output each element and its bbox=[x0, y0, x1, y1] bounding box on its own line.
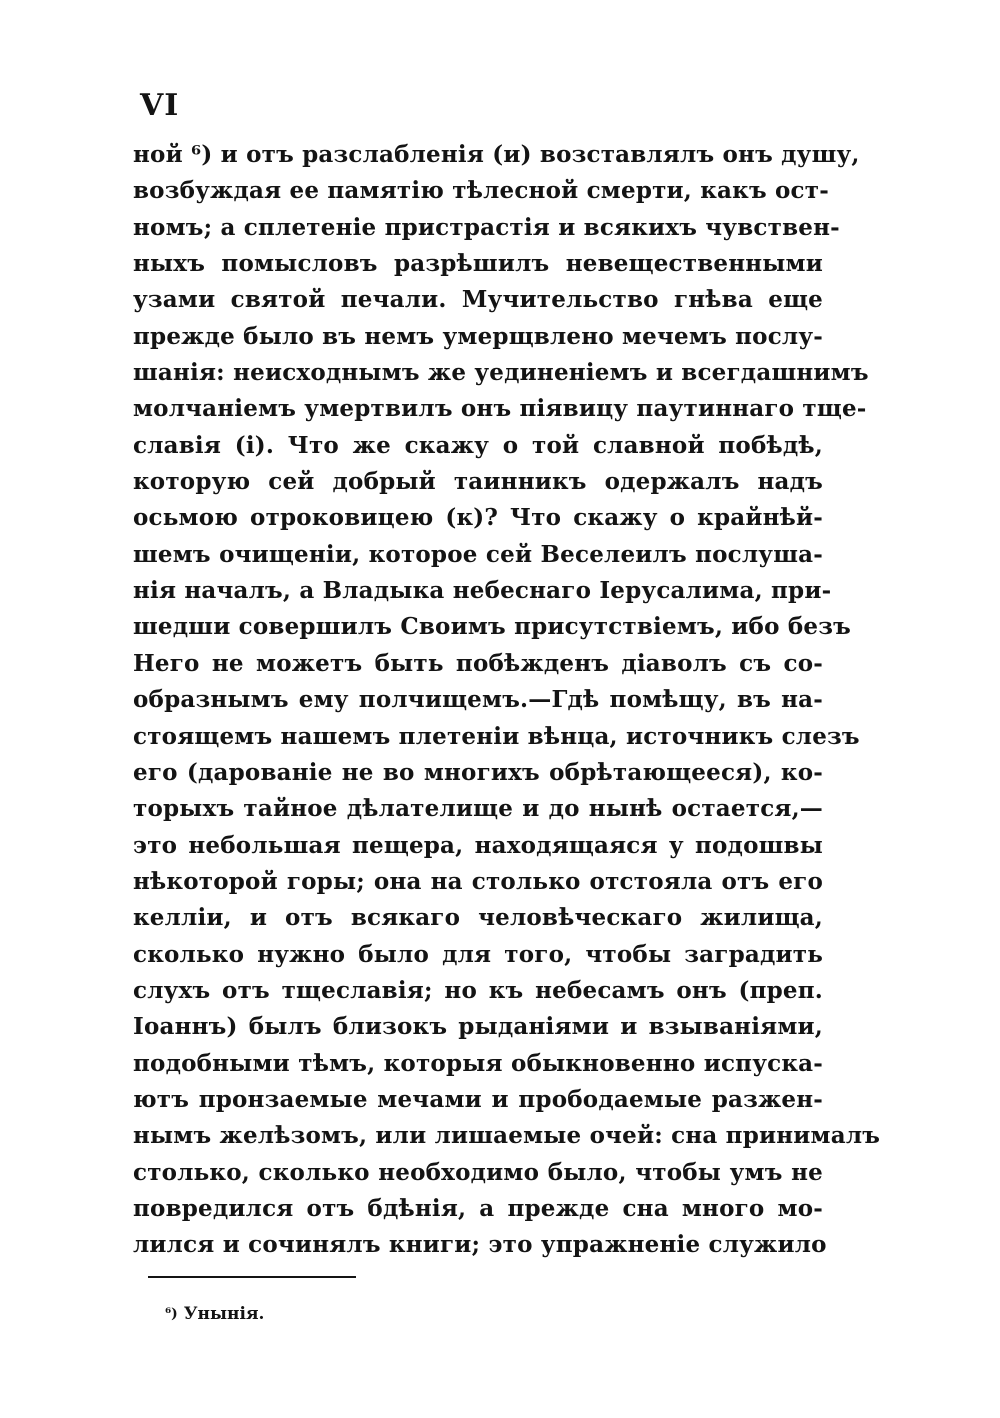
text-line: сколько нужно было для того, чтобы заградить bbox=[133, 940, 823, 968]
text-line: повредился отъ бдѣнія, а прежде сна много мо- bbox=[133, 1194, 823, 1222]
text-line: ныхъ помысловъ разрѣшилъ невещественными bbox=[133, 250, 823, 278]
page-number: VI bbox=[140, 88, 180, 123]
text-line: которую сей добрый таинникъ одержалъ надъ bbox=[133, 468, 823, 496]
text-line: лился и сочинялъ книги; это упражненіе служило bbox=[133, 1231, 827, 1259]
footnote-text: Унынія. bbox=[183, 1304, 265, 1324]
text-line: келліи, и отъ всякаго человѣческаго жилища, bbox=[133, 904, 823, 932]
text-line: ютъ пронзаемые мечами и прободаемые разжен- bbox=[133, 1085, 823, 1113]
text-line: шемъ очищеніи, которое сей Веселеилъ послуша- bbox=[133, 540, 823, 568]
text-line: прежде было въ немъ умерщвлено мечемъ послу- bbox=[133, 322, 823, 350]
text-line: шанія: неисходнымъ же уединеніемъ и всегдашнимъ bbox=[133, 359, 869, 387]
text-line: шедши совершилъ Своимъ присутствіемъ, ибо безъ bbox=[133, 613, 851, 641]
text-line: нія началъ, а Владыка небеснаго Іерусалима, при- bbox=[133, 577, 832, 605]
text-line: возбуждая ее памятію тѣлесной смерти, какъ ост- bbox=[133, 177, 829, 205]
text-line: его (дарованіе не во многихъ обрѣтающееся), ко- bbox=[133, 758, 823, 786]
text-line: молчаніемъ умертвилъ онъ піявицу паутиннаго тще- bbox=[133, 395, 867, 423]
text-line: стоящемъ нашемъ плетеніи вѣнца, источникъ слезъ bbox=[133, 722, 860, 750]
text-line: это небольшая пещера, находящаяся у подошвы bbox=[133, 831, 823, 859]
text-line: ной ⁶) и отъ разслабленія (и) возставлялъ онъ душу, bbox=[133, 141, 860, 168]
footnote bbox=[165, 1302, 264, 1326]
text-line: нымъ желѣзомъ, или лишаемые очей: сна принималъ bbox=[133, 1122, 881, 1150]
footnote-rule bbox=[148, 1276, 356, 1278]
text-line: осьмою отроковицею (к)? Что скажу о крайнѣй- bbox=[133, 504, 823, 532]
text-line: нѣкоторой горы; она на столько отстояла отъ его bbox=[133, 867, 823, 895]
text-line: образнымъ ему полчищемъ.—Гдѣ помѣщу, въ на- bbox=[133, 686, 823, 714]
footnote-marker: ⁶) bbox=[165, 1306, 178, 1322]
text-line: славія (і). Что же скажу о той славной побѣдѣ, bbox=[133, 431, 823, 459]
text-line: торыхъ тайное дѣлателище и до нынѣ остается,— bbox=[133, 795, 823, 823]
text-line: подобными тѣмъ, которыя обыкновенно испуска- bbox=[133, 1049, 823, 1077]
body-text bbox=[133, 137, 881, 1264]
text-line: Іоаннъ) былъ близокъ рыданіями и взываніями, bbox=[133, 1013, 823, 1041]
text-line: столько, сколько необходимо было, чтобы умъ не bbox=[133, 1158, 823, 1186]
text-line: Него не можетъ быть побѣжденъ діаволъ съ со- bbox=[133, 649, 823, 677]
text-line: узами святой печали. Мучительство гнѣва еще bbox=[133, 286, 823, 314]
text-line: слухъ отъ тщеславія; но къ небесамъ онъ (преп. bbox=[133, 976, 823, 1004]
text-line: номъ; а сплетеніе пристрастія и всякихъ чувствен- bbox=[133, 213, 840, 241]
